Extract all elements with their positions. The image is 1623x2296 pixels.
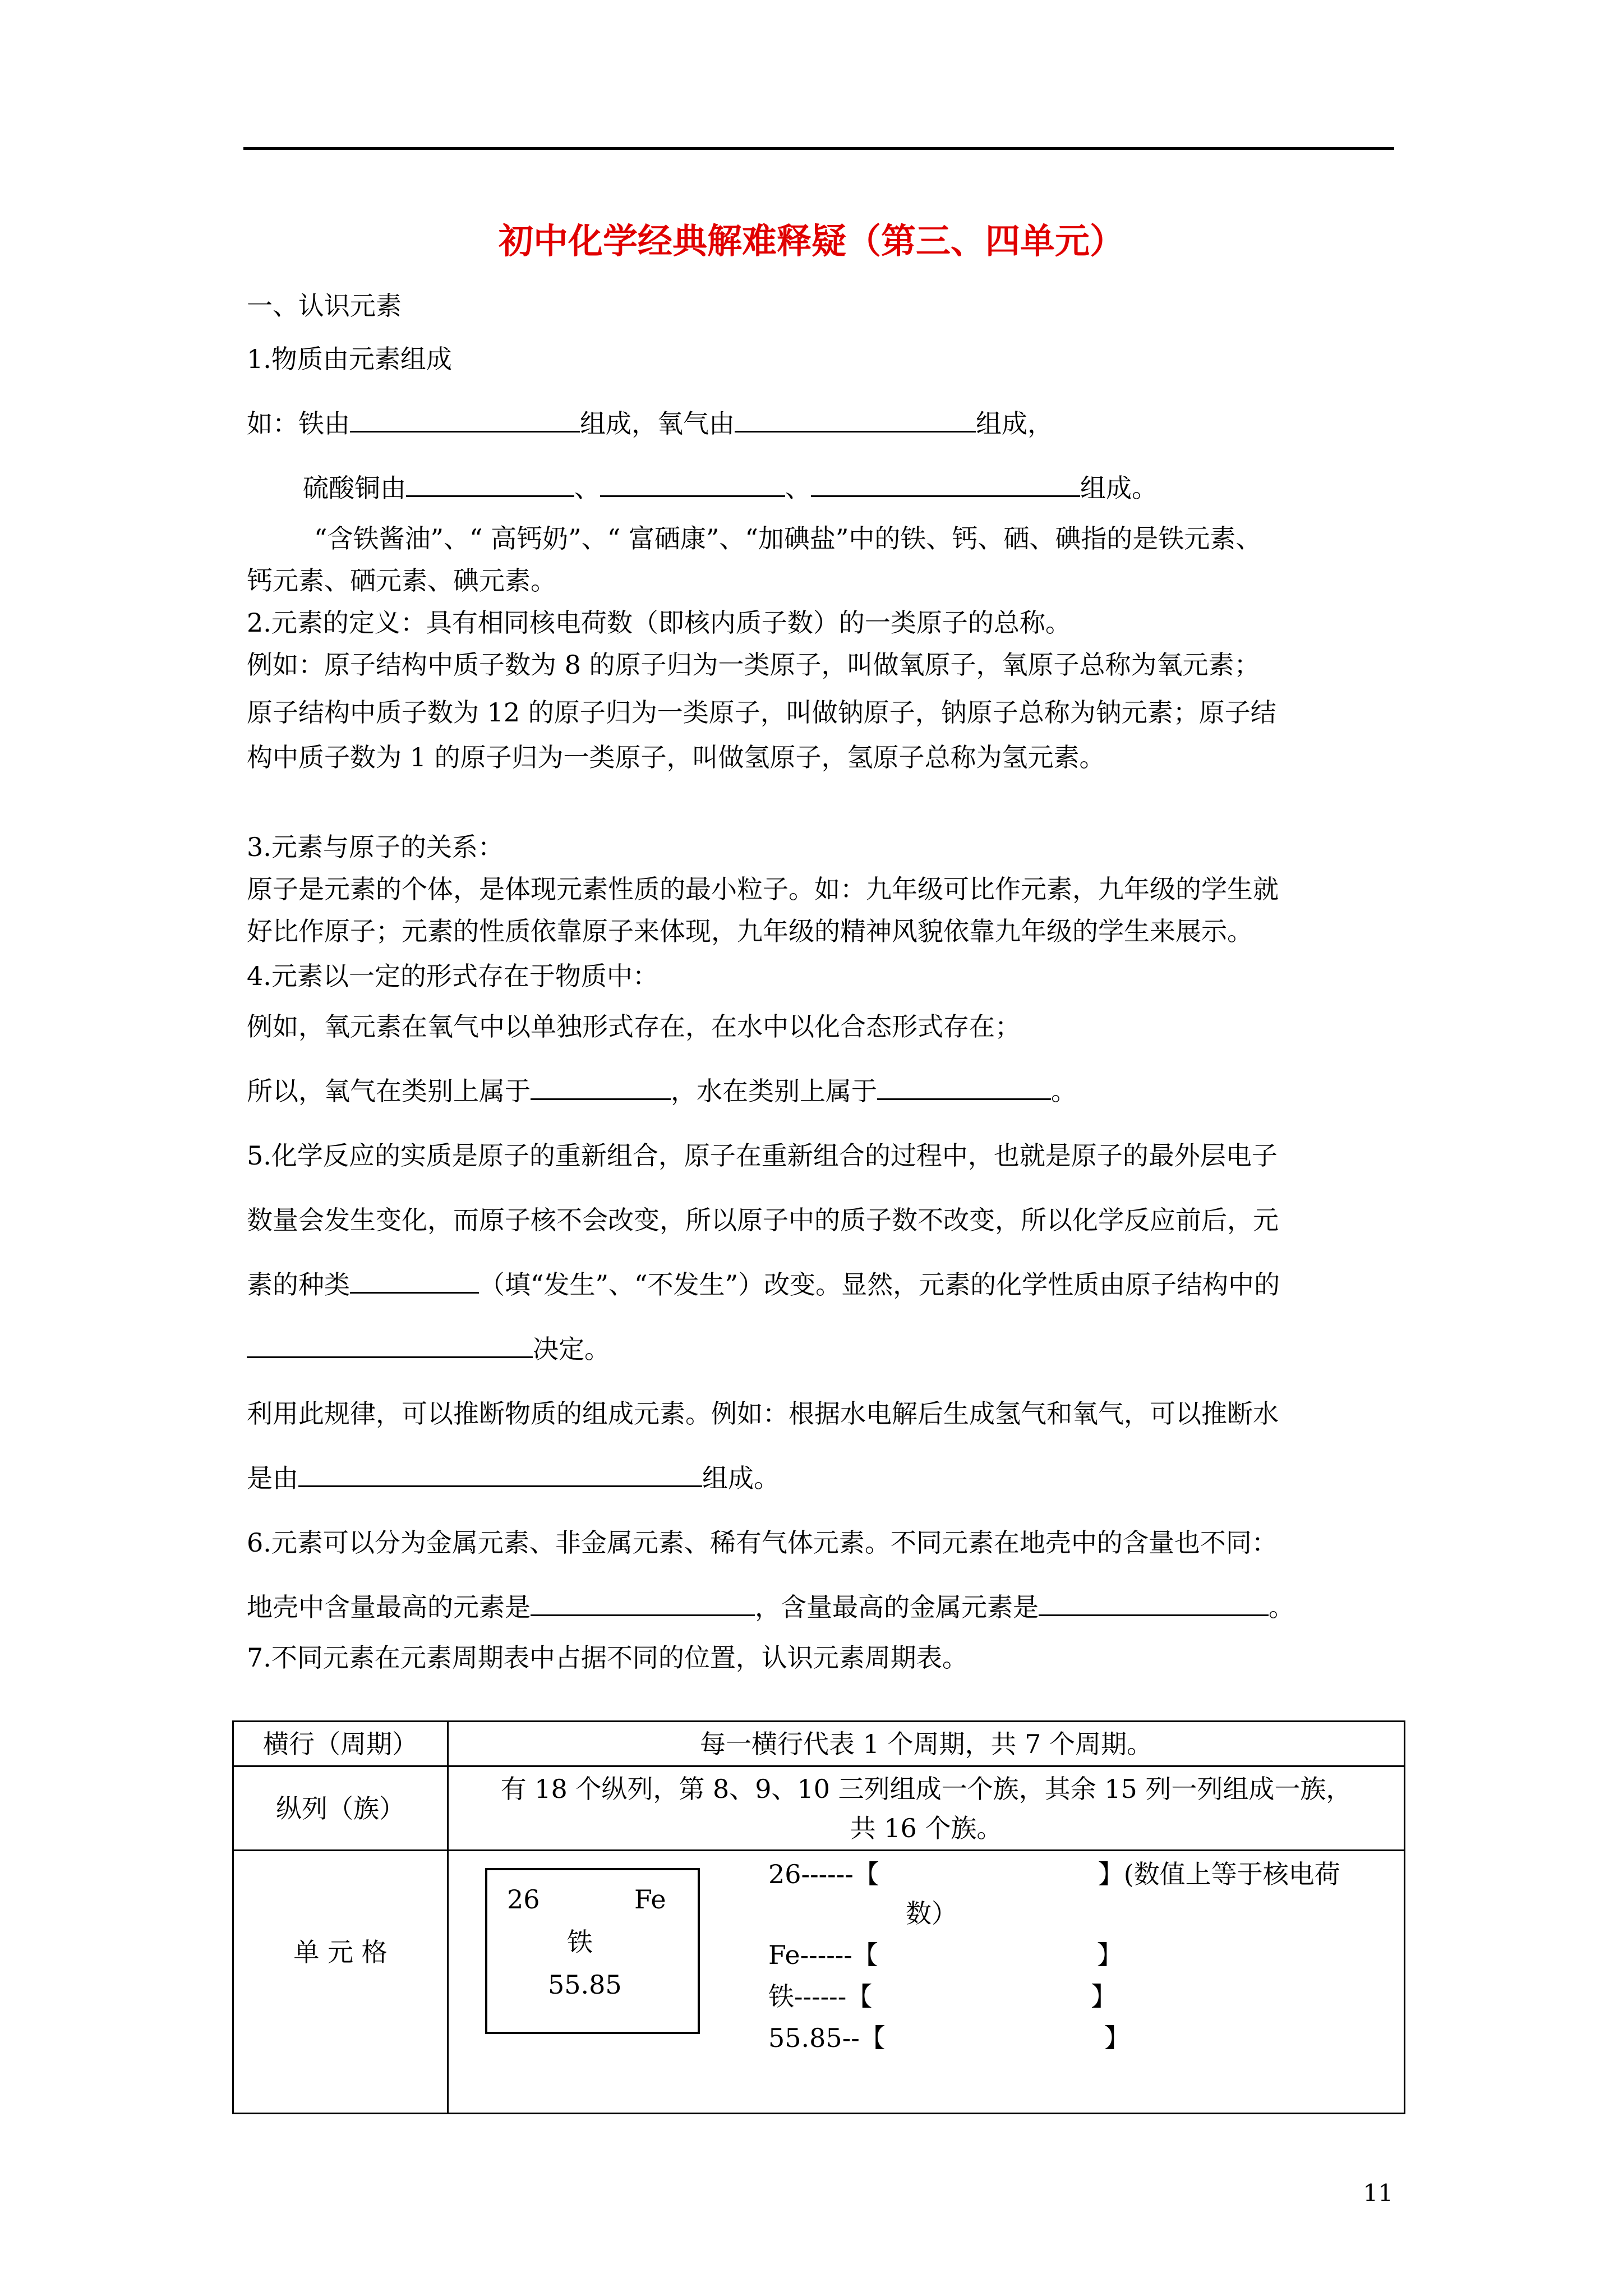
example-copper-sulfate <box>303 468 1158 508</box>
desc-atomic-number-cont: 数） <box>906 1898 957 1929</box>
point-5-d <box>247 1329 610 1369</box>
row-header-period: 横行（周期） <box>233 1722 448 1766</box>
row-value-period: 每一横行代表 1 个周期，共 7 个周期。 <box>448 1722 1405 1766</box>
answer-blank[interactable] <box>247 1331 533 1358</box>
text: 组成。 <box>1080 473 1158 503</box>
point-4-example: 例如，氧元素在氧气中以单独形式存在，在水中以化合态形式存在； <box>247 1011 1021 1042</box>
label: 】 <box>1104 2023 1130 2053</box>
element-cell-area <box>449 1851 1404 2113</box>
point-3-text-a: 原子是元素的个体，是体现元素性质的最小粒子。如：九年级可比作元素，九年级的学生就 <box>247 874 1279 904</box>
answer-blank[interactable] <box>600 470 785 497</box>
point-5-e: 利用此规律，可以推断物质的组成元素。例如：根据水电解后生成氢气和氧气，可以推断水 <box>247 1398 1279 1429</box>
text: ，含量最高的金属元素是 <box>755 1592 1039 1622</box>
row-header-cell: 单 元 格 <box>233 1851 448 2114</box>
example-iron-oxygen <box>247 404 1053 443</box>
point-2-example-c: 构中质子数为 1 的原子归为一类原子，叫做氢原子，氢原子总称为氢元素。 <box>247 742 1105 772</box>
text: 、 <box>574 473 600 503</box>
point-6: 6.元素可以分为金属元素、非金属元素、稀有气体元素。不同元素在地壳中的含量也不同： <box>247 1527 1278 1558</box>
desc-symbol <box>768 1936 1123 1973</box>
label: 】(数值上等于核电荷 <box>1098 1859 1340 1889</box>
text: 组成， <box>976 408 1053 439</box>
element-name: 铁 <box>567 1927 593 1957</box>
point-5-f <box>247 1458 780 1498</box>
label: 铁------【 <box>768 1981 873 2012</box>
point-4: 4.元素以一定的形式存在于物质中： <box>247 961 658 991</box>
text: ，水在类别上属于 <box>671 1076 877 1106</box>
row-value-group <box>448 1766 1405 1851</box>
desc-name <box>768 1978 1117 2015</box>
periodic-table-summary <box>232 1720 1405 2114</box>
label: 26------【 <box>768 1859 879 1889</box>
answer-blank[interactable] <box>877 1073 1051 1100</box>
text: 组成。 <box>702 1463 780 1493</box>
point-5-b: 数量会发生变化，而原子核不会改变，所以原子中的质子数不改变，所以化学反应前后，元 <box>247 1205 1279 1235</box>
label: Fe------【 <box>768 1940 878 1970</box>
table-row-cell <box>233 1851 1405 2114</box>
page-number: 11 <box>1363 2179 1393 2207</box>
answer-blank[interactable] <box>735 405 976 432</box>
text: 、 <box>785 473 811 503</box>
label: 】 <box>1096 1940 1123 1970</box>
text: 素的种类 <box>247 1269 350 1300</box>
header-rule <box>243 147 1394 150</box>
text: 组成，氧气由 <box>580 408 735 439</box>
answer-blank[interactable] <box>350 405 580 432</box>
row-value-cell <box>448 1851 1405 2114</box>
desc-atomic-number <box>768 1856 1340 1893</box>
point-5-a: 5.化学反应的实质是原子的重新组合，原子在重新组合的过程中，也就是原子的最外层电子 <box>247 1140 1278 1171</box>
text: 所以，氧气在类别上属于 <box>247 1076 531 1106</box>
point-4-question <box>247 1071 1077 1111</box>
point-2: 2.元素的定义：具有相同核电荷数（即核内质子数）的一类原子的总称。 <box>247 608 1071 638</box>
text: 。 <box>1269 1592 1294 1622</box>
point-2-example-a: 例如：原子结构中质子数为 8 的原子归为一类原子，叫做氧原子，氧原子总称为氧元素； <box>247 650 1260 680</box>
point-3-text-b: 好比作原子；元素的性质依靠原子来体现，九年级的精神风貌依靠九年级的学生来展示。 <box>247 916 1253 946</box>
label: 】 <box>1091 1981 1117 2012</box>
point-6-question <box>247 1588 1294 1627</box>
answer-blank[interactable] <box>1039 1589 1269 1616</box>
desc-mass <box>768 2019 1130 2056</box>
group-text-2: 共 16 个族。 <box>850 1812 1003 1843</box>
text: 是由 <box>247 1463 298 1493</box>
text: 决定。 <box>533 1334 610 1364</box>
text: 地壳中含量最高的元素是 <box>247 1592 531 1622</box>
point-2-example-b: 原子结构中质子数为 12 的原子归为一类原子，叫做钠原子，钠原子总称为钠元素；原子结 <box>247 697 1276 728</box>
table-row-period <box>233 1722 1405 1766</box>
row-header-group: 纵列（族） <box>233 1766 448 1851</box>
table-row-group <box>233 1766 1405 1851</box>
paragraph-fortified-food: “含铁酱油”、“ 高钙奶”、“ 富硒康”、“加碘盐”中的铁、钙、硒、碘指的是铁元素、 <box>314 523 1262 554</box>
text: 。 <box>1051 1076 1077 1106</box>
section-heading: 一、认识元素 <box>247 291 402 321</box>
text: 如：铁由 <box>247 408 350 439</box>
atomic-number: 26 <box>507 1884 540 1915</box>
point-3: 3.元素与原子的关系： <box>247 832 504 862</box>
text: （填“发生”、“不发生”）改变。显然，元素的化学性质由原子结构中的 <box>479 1269 1280 1300</box>
element-symbol: Fe <box>634 1884 666 1915</box>
element-box-iron <box>485 1868 700 2034</box>
point-1: 1.物质由元素组成 <box>247 344 452 374</box>
page-title: 初中化学经典解难释疑（第三、四单元） <box>498 220 1124 261</box>
label: 55.85--【 <box>768 2023 886 2053</box>
answer-blank[interactable] <box>531 1589 755 1616</box>
answer-blank[interactable] <box>298 1460 702 1487</box>
answer-blank[interactable] <box>531 1073 671 1100</box>
answer-blank[interactable] <box>406 470 574 497</box>
group-text-1: 有 18 个纵列，第 8、9、10 三列组成一个族，其余 15 列一列组成一族， <box>500 1773 1352 1804</box>
paragraph-fortified-food-cont: 钙元素、硒元素、碘元素。 <box>247 565 556 596</box>
point-5-c <box>247 1265 1280 1304</box>
text: 硫酸铜由 <box>303 473 406 503</box>
answer-blank[interactable] <box>350 1266 479 1294</box>
answer-blank[interactable] <box>811 470 1080 497</box>
point-7: 7.不同元素在元素周期表中占据不同的位置，认识元素周期表。 <box>247 1642 968 1673</box>
atomic-mass: 55.85 <box>548 1970 622 2000</box>
